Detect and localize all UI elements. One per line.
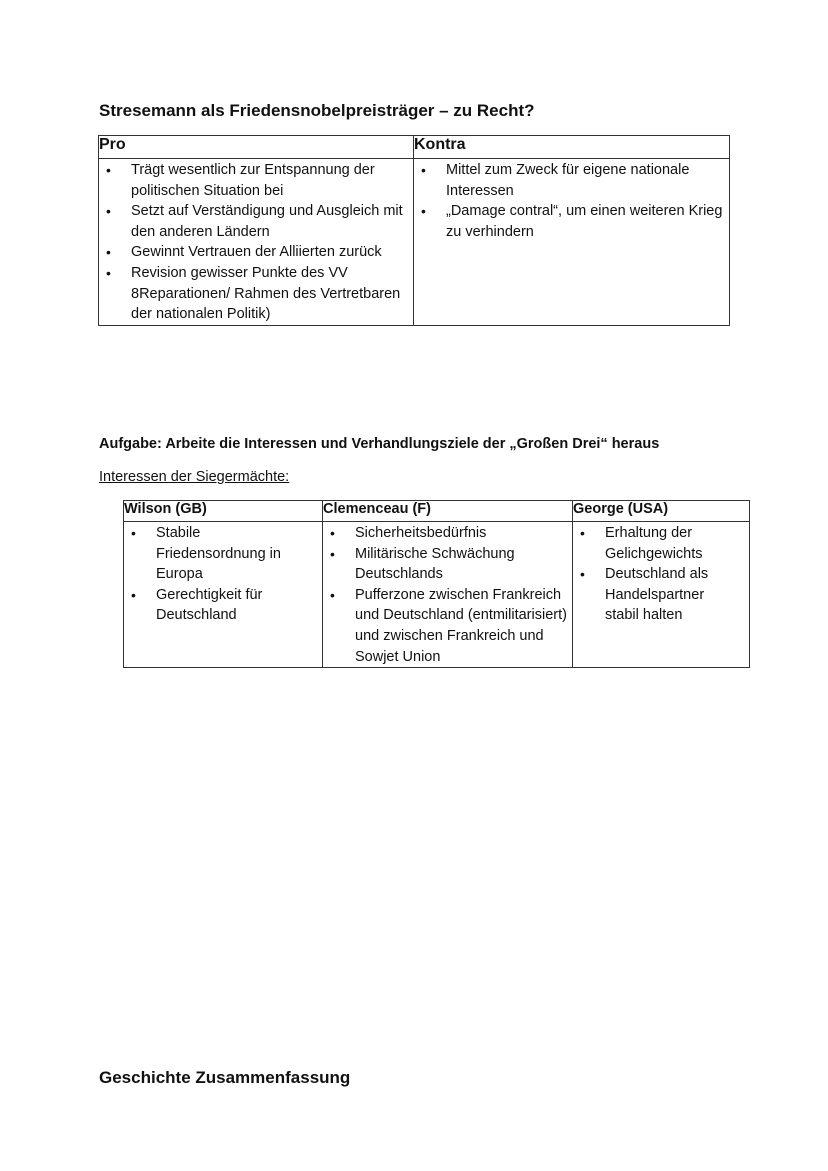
- bullet-icon: •: [330, 525, 335, 541]
- task-heading: Aufgabe: Arbeite die Interessen und Verhandlungsziele der „Großen Drei“ heraus: [99, 436, 660, 452]
- table-row: [124, 522, 750, 668]
- pro-cell: [99, 159, 414, 326]
- footer-title: Geschichte Zusammenfassung: [99, 1068, 351, 1087]
- bullet-icon: •: [106, 244, 111, 261]
- clemenceau-list: [323, 522, 572, 667]
- list-item: [124, 585, 318, 626]
- column-header-pro: Pro: [99, 136, 414, 159]
- george-list: [573, 522, 749, 626]
- list-item-text: Deutschland als Handelspartner stabil halten: [605, 566, 709, 624]
- bullet-icon: •: [421, 162, 426, 178]
- kontra-list: [414, 159, 729, 242]
- column-header-wilson: Wilson (GB): [124, 501, 323, 522]
- bullet-icon: •: [580, 525, 585, 541]
- list-item-text: Erhaltung der Gelichgewichts: [605, 525, 703, 562]
- list-item-text: Revision gewisser Punkte des VV 8Reparationen/ Rahmen des Vertretbaren der nationalen Politik): [131, 264, 401, 323]
- grosse-drei-table: [123, 500, 750, 668]
- bullet-icon: •: [580, 566, 585, 583]
- list-item: [99, 201, 409, 242]
- list-item: [414, 201, 725, 242]
- list-item-text: Mittel zum Zweck für eigene nationale Interessen: [446, 162, 690, 199]
- bullet-icon: •: [421, 203, 426, 220]
- list-item: [99, 242, 409, 263]
- column-header-kontra: Kontra: [414, 136, 730, 159]
- bullet-icon: •: [106, 203, 111, 220]
- list-item-text: Gerechtigkeit für Deutschland: [156, 586, 263, 624]
- list-item-text: Gewinnt Vertrauen der Alliierten zurück: [131, 244, 382, 261]
- list-item: [99, 263, 409, 325]
- list-item-text: Stabile Friedensordnung in Europa: [156, 525, 281, 583]
- pro-kontra-table: [98, 135, 730, 326]
- bullet-icon: •: [131, 586, 136, 603]
- list-item: [323, 585, 568, 667]
- george-cell: [573, 522, 750, 668]
- bullet-icon: •: [106, 264, 111, 281]
- bullet-icon: •: [131, 525, 136, 541]
- clemenceau-cell: [323, 522, 573, 668]
- bullet-icon: •: [106, 162, 111, 178]
- list-item-text: Pufferzone zwischen Frankreich und Deutschland (entmilitarisiert) und zwischen Frankreich und Sowjet Union: [355, 586, 567, 665]
- subtitle-interessen: Interessen der Siegermächte:: [99, 469, 290, 485]
- bullet-icon: •: [330, 545, 335, 562]
- list-item-text: Sicherheitsbedürfnis: [355, 525, 487, 541]
- pro-list: [99, 159, 413, 325]
- table-header-row: [99, 136, 730, 159]
- column-header-george: George (USA): [573, 501, 750, 522]
- list-item: [124, 523, 318, 585]
- list-item: [573, 564, 745, 626]
- wilson-cell: [124, 522, 323, 668]
- section-title-stresemann: Stresemann als Friedensnobelpreisträger – zu Recht?: [99, 101, 535, 120]
- list-item: [99, 160, 409, 201]
- list-item-text: Setzt auf Verständigung und Ausgleich mit den anderen Ländern: [131, 203, 403, 240]
- list-item-text: Trägt wesentlich zur Entspannung der politischen Situation bei: [131, 162, 375, 199]
- table-row: [99, 159, 730, 326]
- table-header-row: [124, 501, 750, 522]
- list-item: [414, 160, 725, 201]
- column-header-clemenceau: Clemenceau (F): [323, 501, 573, 522]
- list-item: [323, 523, 568, 544]
- kontra-cell: [414, 159, 730, 326]
- wilson-list: [124, 522, 322, 626]
- list-item-text: „Damage contral“, um einen weiteren Krieg zu verhindern: [446, 203, 723, 240]
- list-item-text: Militärische Schwächung Deutschlands: [355, 545, 515, 583]
- bullet-icon: •: [330, 586, 335, 603]
- list-item: [323, 544, 568, 585]
- list-item: [573, 523, 745, 564]
